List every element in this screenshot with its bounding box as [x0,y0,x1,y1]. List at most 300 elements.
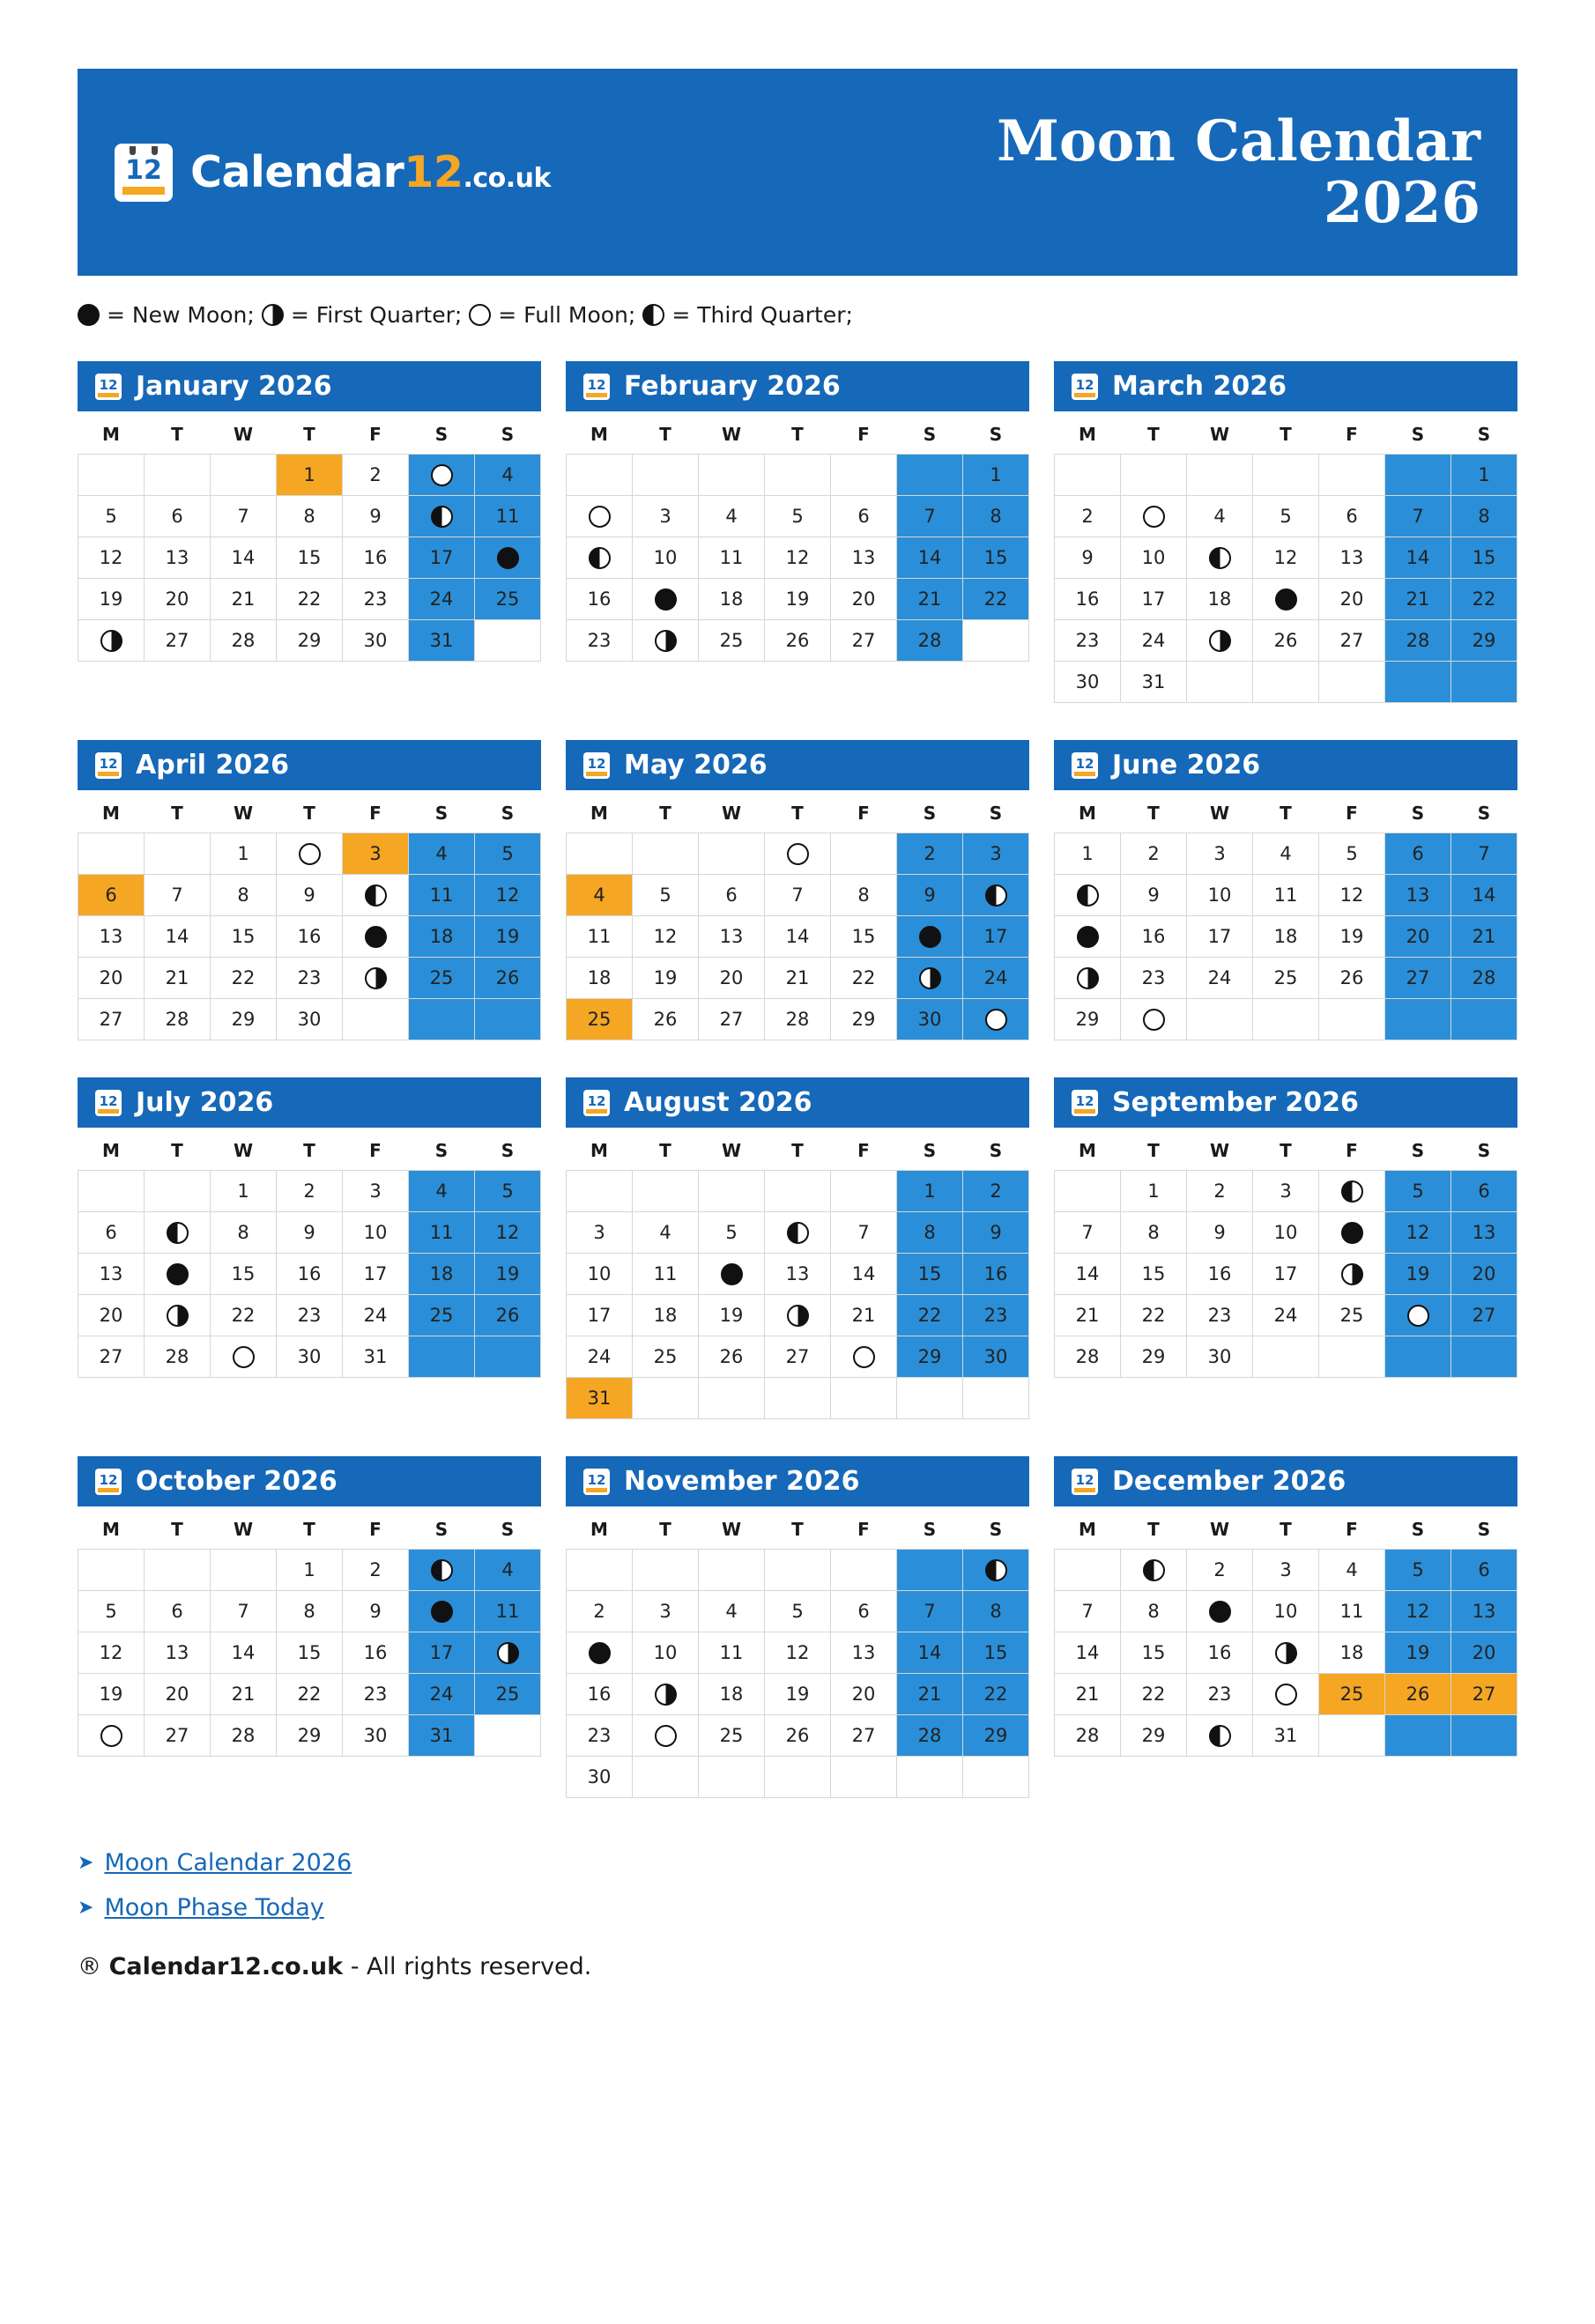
day-cell[interactable] [633,620,699,662]
day-cell[interactable] [277,1591,343,1632]
day-cell[interactable] [475,455,541,496]
day-cell[interactable] [343,1715,409,1757]
day-cell[interactable] [567,579,633,620]
day-cell[interactable] [343,620,409,662]
day-cell[interactable] [277,1632,343,1674]
day-cell[interactable] [897,875,963,916]
day-cell[interactable] [831,1591,897,1632]
day-cell[interactable] [409,1674,475,1715]
day-cell[interactable] [699,1715,765,1757]
day-cell[interactable] [1121,916,1187,958]
day-cell[interactable] [343,1212,409,1254]
day-cell[interactable] [1385,1674,1451,1715]
day-cell[interactable] [211,958,277,999]
day-cell[interactable] [1055,916,1121,958]
day-cell[interactable] [897,1295,963,1336]
day-cell[interactable] [633,1336,699,1378]
day-cell[interactable] [1187,1212,1253,1254]
day-cell[interactable] [1187,537,1253,579]
day-cell[interactable] [1055,537,1121,579]
day-cell[interactable] [1055,1295,1121,1336]
day-cell[interactable] [78,1674,145,1715]
day-cell[interactable] [1319,916,1385,958]
day-cell[interactable] [1451,1591,1517,1632]
day-cell[interactable] [277,1674,343,1715]
day-cell[interactable] [765,620,831,662]
day-cell[interactable] [897,1336,963,1378]
day-cell[interactable] [765,1212,831,1254]
day-cell[interactable] [1253,1632,1319,1674]
day-cell[interactable] [1385,1591,1451,1632]
day-cell[interactable] [145,1295,211,1336]
day-cell[interactable] [831,579,897,620]
day-cell[interactable] [765,916,831,958]
day-cell[interactable] [277,1295,343,1336]
day-cell[interactable] [1055,1336,1121,1378]
day-cell[interactable] [1385,620,1451,662]
day-cell[interactable] [567,1715,633,1757]
day-cell[interactable] [831,875,897,916]
day-cell[interactable] [765,999,831,1040]
day-cell[interactable] [1187,1254,1253,1295]
day-cell[interactable] [963,579,1029,620]
day-cell[interactable] [1319,1632,1385,1674]
day-cell[interactable] [831,496,897,537]
day-cell[interactable] [475,579,541,620]
day-cell[interactable] [1121,1254,1187,1295]
day-cell[interactable] [699,537,765,579]
day-cell[interactable] [765,875,831,916]
day-cell[interactable] [1187,1171,1253,1212]
day-cell[interactable] [765,958,831,999]
day-cell[interactable] [211,833,277,875]
day-cell[interactable] [475,1591,541,1632]
day-cell[interactable] [343,537,409,579]
day-cell[interactable] [1253,1674,1319,1715]
day-cell[interactable] [78,958,145,999]
day-cell[interactable] [831,537,897,579]
day-cell[interactable] [78,916,145,958]
day-cell[interactable] [277,1171,343,1212]
day-cell[interactable] [1187,579,1253,620]
day-cell[interactable] [633,1254,699,1295]
day-cell[interactable] [897,537,963,579]
day-cell[interactable] [567,875,633,916]
link-row[interactable] [78,1849,1595,1876]
day-cell[interactable] [1253,1550,1319,1591]
day-cell[interactable] [831,1254,897,1295]
day-cell[interactable] [343,496,409,537]
day-cell[interactable] [1187,496,1253,537]
day-cell[interactable] [831,1295,897,1336]
day-cell[interactable] [831,620,897,662]
day-cell[interactable] [567,1254,633,1295]
day-cell[interactable] [475,1674,541,1715]
day-cell[interactable] [1253,958,1319,999]
day-cell[interactable] [409,496,475,537]
day-cell[interactable] [277,537,343,579]
day-cell[interactable] [633,537,699,579]
day-cell[interactable] [343,1295,409,1336]
day-cell[interactable] [277,958,343,999]
day-cell[interactable] [211,1336,277,1378]
day-cell[interactable] [1121,1336,1187,1378]
day-cell[interactable] [633,1674,699,1715]
day-cell[interactable] [1319,958,1385,999]
day-cell[interactable] [1121,1632,1187,1674]
day-cell[interactable] [1055,620,1121,662]
day-cell[interactable] [145,999,211,1040]
day-cell[interactable] [475,496,541,537]
day-cell[interactable] [1385,916,1451,958]
day-cell[interactable] [831,1212,897,1254]
day-cell[interactable] [963,496,1029,537]
day-cell[interactable] [277,496,343,537]
day-cell[interactable] [897,1254,963,1295]
day-cell[interactable] [699,916,765,958]
day-cell[interactable] [145,1591,211,1632]
brand[interactable] [115,144,551,202]
day-cell[interactable] [1319,1295,1385,1336]
day-cell[interactable] [475,958,541,999]
day-cell[interactable] [963,833,1029,875]
day-cell[interactable] [1187,833,1253,875]
day-cell[interactable] [409,579,475,620]
day-cell[interactable] [1121,1674,1187,1715]
day-cell[interactable] [409,537,475,579]
day-cell[interactable] [1451,1295,1517,1336]
day-cell[interactable] [409,620,475,662]
day-cell[interactable] [277,1212,343,1254]
day-cell[interactable] [1121,958,1187,999]
day-cell[interactable] [78,1336,145,1378]
day-cell[interactable] [1385,1550,1451,1591]
day-cell[interactable] [277,1336,343,1378]
day-cell[interactable] [343,875,409,916]
day-cell[interactable] [343,1254,409,1295]
day-cell[interactable] [963,1336,1029,1378]
day-cell[interactable] [145,537,211,579]
day-cell[interactable] [1055,958,1121,999]
day-cell[interactable] [1055,662,1121,703]
day-cell[interactable] [145,496,211,537]
day-cell[interactable] [409,916,475,958]
day-cell[interactable] [409,1715,475,1757]
day-cell[interactable] [963,916,1029,958]
day-cell[interactable] [145,1212,211,1254]
day-cell[interactable] [1121,833,1187,875]
day-cell[interactable] [78,1212,145,1254]
day-cell[interactable] [699,496,765,537]
day-cell[interactable] [1187,620,1253,662]
day-cell[interactable] [409,455,475,496]
link-row[interactable] [78,1894,1595,1921]
day-cell[interactable] [277,455,343,496]
day-cell[interactable] [633,579,699,620]
day-cell[interactable] [567,916,633,958]
day-cell[interactable] [963,875,1029,916]
day-cell[interactable] [475,875,541,916]
day-cell[interactable] [211,1254,277,1295]
day-cell[interactable] [567,958,633,999]
day-cell[interactable] [1451,1212,1517,1254]
day-cell[interactable] [699,579,765,620]
day-cell[interactable] [211,1632,277,1674]
day-cell[interactable] [1451,455,1517,496]
day-cell[interactable] [1055,833,1121,875]
day-cell[interactable] [343,1674,409,1715]
day-cell[interactable] [567,537,633,579]
day-cell[interactable] [78,620,145,662]
day-cell[interactable] [1253,1171,1319,1212]
day-cell[interactable] [78,875,145,916]
day-cell[interactable] [1121,1715,1187,1757]
day-cell[interactable] [211,999,277,1040]
day-cell[interactable] [1121,1550,1187,1591]
day-cell[interactable] [1253,1591,1319,1632]
day-cell[interactable] [1253,620,1319,662]
day-cell[interactable] [963,455,1029,496]
day-cell[interactable] [1451,620,1517,662]
day-cell[interactable] [343,958,409,999]
day-cell[interactable] [409,1254,475,1295]
day-cell[interactable] [1319,1550,1385,1591]
day-cell[interactable] [1451,579,1517,620]
day-cell[interactable] [963,958,1029,999]
day-cell[interactable] [211,1674,277,1715]
day-cell[interactable] [1121,496,1187,537]
day-cell[interactable] [1055,1212,1121,1254]
related-link[interactable]: Moon Calendar 2026 [104,1849,352,1876]
day-cell[interactable] [831,1336,897,1378]
day-cell[interactable] [1121,537,1187,579]
day-cell[interactable] [699,1674,765,1715]
day-cell[interactable] [633,1591,699,1632]
day-cell[interactable] [567,1378,633,1419]
day-cell[interactable] [567,1336,633,1378]
day-cell[interactable] [1385,1212,1451,1254]
day-cell[interactable] [1121,620,1187,662]
day-cell[interactable] [475,537,541,579]
day-cell[interactable] [1319,1254,1385,1295]
day-cell[interactable] [409,1212,475,1254]
day-cell[interactable] [699,1632,765,1674]
day-cell[interactable] [1385,958,1451,999]
day-cell[interactable] [1385,1632,1451,1674]
day-cell[interactable] [963,1550,1029,1591]
day-cell[interactable] [1451,537,1517,579]
day-cell[interactable] [145,875,211,916]
day-cell[interactable] [699,1212,765,1254]
day-cell[interactable] [1385,496,1451,537]
day-cell[interactable] [831,916,897,958]
day-cell[interactable] [277,579,343,620]
day-cell[interactable] [765,1715,831,1757]
day-cell[interactable] [211,579,277,620]
day-cell[interactable] [1319,1591,1385,1632]
day-cell[interactable] [409,1550,475,1591]
day-cell[interactable] [145,1336,211,1378]
day-cell[interactable] [78,496,145,537]
day-cell[interactable] [1055,496,1121,537]
day-cell[interactable] [409,958,475,999]
day-cell[interactable] [1187,875,1253,916]
day-cell[interactable] [897,833,963,875]
day-cell[interactable] [1187,1715,1253,1757]
day-cell[interactable] [343,1550,409,1591]
day-cell[interactable] [897,999,963,1040]
day-cell[interactable] [897,496,963,537]
day-cell[interactable] [475,1632,541,1674]
day-cell[interactable] [1055,1254,1121,1295]
day-cell[interactable] [1055,579,1121,620]
day-cell[interactable] [1253,833,1319,875]
day-cell[interactable] [78,579,145,620]
day-cell[interactable] [277,999,343,1040]
day-cell[interactable] [1385,537,1451,579]
day-cell[interactable] [765,1674,831,1715]
day-cell[interactable] [897,579,963,620]
day-cell[interactable] [963,537,1029,579]
day-cell[interactable] [277,1550,343,1591]
day-cell[interactable] [1385,875,1451,916]
day-cell[interactable] [765,1591,831,1632]
day-cell[interactable] [897,958,963,999]
day-cell[interactable] [699,999,765,1040]
day-cell[interactable] [475,1171,541,1212]
day-cell[interactable] [475,1550,541,1591]
day-cell[interactable] [897,916,963,958]
day-cell[interactable] [1187,1674,1253,1715]
day-cell[interactable] [343,833,409,875]
day-cell[interactable] [1385,579,1451,620]
day-cell[interactable] [1319,620,1385,662]
day-cell[interactable] [277,1715,343,1757]
day-cell[interactable] [897,1212,963,1254]
day-cell[interactable] [1187,1295,1253,1336]
day-cell[interactable] [633,496,699,537]
day-cell[interactable] [633,1212,699,1254]
day-cell[interactable] [567,1632,633,1674]
day-cell[interactable] [211,1295,277,1336]
day-cell[interactable] [1319,1171,1385,1212]
day-cell[interactable] [1319,537,1385,579]
day-cell[interactable] [145,1632,211,1674]
day-cell[interactable] [633,875,699,916]
day-cell[interactable] [475,833,541,875]
day-cell[interactable] [963,1254,1029,1295]
day-cell[interactable] [567,1757,633,1798]
day-cell[interactable] [1253,916,1319,958]
day-cell[interactable] [1055,1715,1121,1757]
day-cell[interactable] [831,1674,897,1715]
day-cell[interactable] [409,875,475,916]
day-cell[interactable] [1253,1715,1319,1757]
day-cell[interactable] [1451,496,1517,537]
day-cell[interactable] [145,1674,211,1715]
day-cell[interactable] [145,916,211,958]
day-cell[interactable] [1121,999,1187,1040]
day-cell[interactable] [765,1632,831,1674]
day-cell[interactable] [145,958,211,999]
day-cell[interactable] [277,916,343,958]
day-cell[interactable] [145,1254,211,1295]
day-cell[interactable] [1319,1212,1385,1254]
day-cell[interactable] [1253,875,1319,916]
day-cell[interactable] [963,1715,1029,1757]
day-cell[interactable] [897,1632,963,1674]
day-cell[interactable] [699,1336,765,1378]
day-cell[interactable] [765,579,831,620]
day-cell[interactable] [211,916,277,958]
day-cell[interactable] [145,1715,211,1757]
day-cell[interactable] [567,1295,633,1336]
day-cell[interactable] [897,620,963,662]
day-cell[interactable] [963,1212,1029,1254]
day-cell[interactable] [78,1715,145,1757]
day-cell[interactable] [1451,833,1517,875]
day-cell[interactable] [897,1171,963,1212]
day-cell[interactable] [78,1295,145,1336]
day-cell[interactable] [145,579,211,620]
day-cell[interactable] [211,875,277,916]
day-cell[interactable] [831,1632,897,1674]
day-cell[interactable] [1187,1632,1253,1674]
day-cell[interactable] [1451,1674,1517,1715]
day-cell[interactable] [1253,1212,1319,1254]
day-cell[interactable] [1121,1212,1187,1254]
day-cell[interactable] [699,1295,765,1336]
day-cell[interactable] [1253,496,1319,537]
day-cell[interactable] [211,1212,277,1254]
day-cell[interactable] [1319,579,1385,620]
day-cell[interactable] [1055,1674,1121,1715]
day-cell[interactable] [699,1591,765,1632]
day-cell[interactable] [699,875,765,916]
day-cell[interactable] [1319,1674,1385,1715]
day-cell[interactable] [633,1295,699,1336]
day-cell[interactable] [1121,875,1187,916]
day-cell[interactable] [475,916,541,958]
day-cell[interactable] [1385,1254,1451,1295]
day-cell[interactable] [1253,537,1319,579]
day-cell[interactable] [409,1171,475,1212]
day-cell[interactable] [699,958,765,999]
day-cell[interactable] [1055,999,1121,1040]
day-cell[interactable] [409,1295,475,1336]
day-cell[interactable] [1451,1632,1517,1674]
related-link[interactable]: Moon Phase Today [104,1894,324,1921]
day-cell[interactable] [633,1632,699,1674]
day-cell[interactable] [831,999,897,1040]
day-cell[interactable] [963,999,1029,1040]
day-cell[interactable] [78,537,145,579]
day-cell[interactable] [409,1591,475,1632]
day-cell[interactable] [963,1171,1029,1212]
day-cell[interactable] [567,1674,633,1715]
day-cell[interactable] [765,537,831,579]
day-cell[interactable] [765,1336,831,1378]
day-cell[interactable] [963,1295,1029,1336]
day-cell[interactable] [1319,833,1385,875]
day-cell[interactable] [963,1632,1029,1674]
day-cell[interactable] [475,1212,541,1254]
day-cell[interactable] [567,1212,633,1254]
day-cell[interactable] [765,1254,831,1295]
day-cell[interactable] [1253,579,1319,620]
day-cell[interactable] [1253,1254,1319,1295]
day-cell[interactable] [1187,1591,1253,1632]
